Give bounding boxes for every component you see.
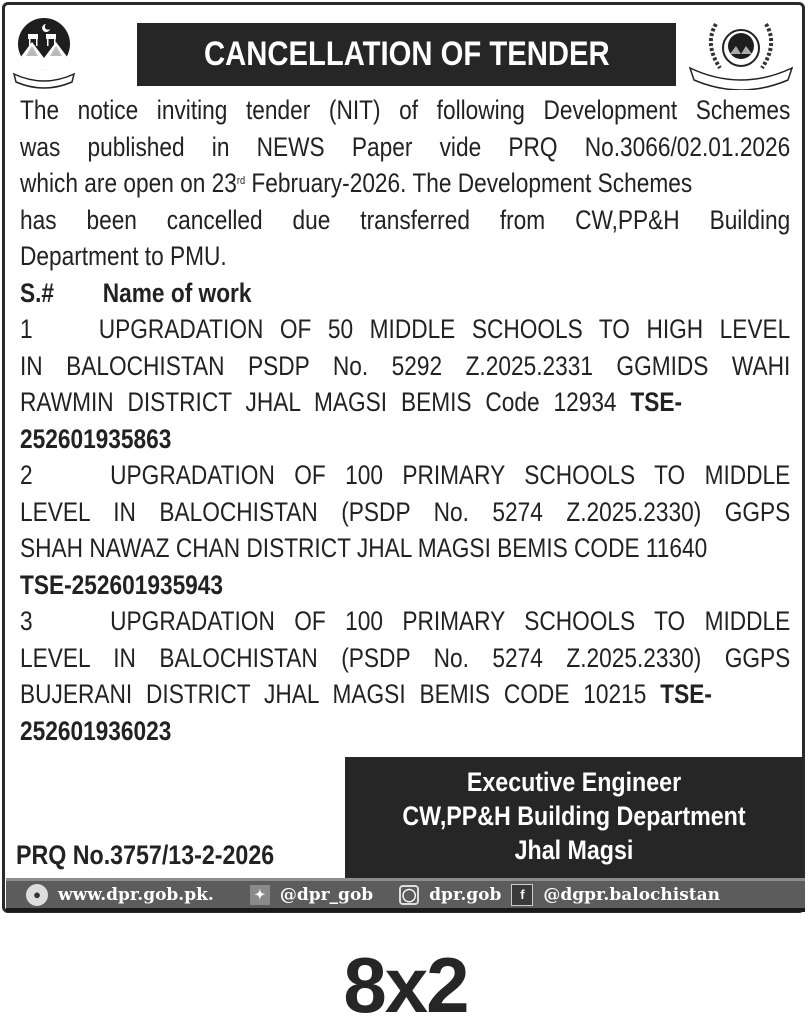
tse-number: 252601935863 (20, 423, 172, 454)
tse-number: 252601936023 (20, 715, 172, 746)
intro-line-1: The notice inviting tender (NIT) of following Development Schemes (20, 95, 791, 125)
page-title: CANCELLATION OF TENDER (203, 35, 610, 73)
globe-icon: ● (26, 884, 48, 906)
tse-number: TSE- (630, 387, 683, 417)
ad-size-label: 8x2 (343, 941, 468, 1029)
signatory-title: Executive Engineer (466, 767, 682, 797)
intro-line-5: Department to PMU. (20, 241, 227, 271)
table-header (20, 275, 667, 312)
facebook-handle[interactable]: @dgpr.balochistan (543, 884, 721, 905)
col-name-header: Name of work (102, 277, 252, 308)
signatory-department: CW,PP&H Building Department (402, 801, 746, 831)
work-item-2: 2 UPGRADATION OF 100 PRIMARY SCHOOLS TO MIDDLE LEVEL IN BALOCHISTAN (PSDP No. 5274 Z.2025.2330) GGPS SHAH NAWAZ CHAN DISTRICT JHAL MAGSI BEMIS CODE 11640 TSE-252601935943 (20, 457, 790, 603)
intro-line-4: has been cancelled due transferred from CW,PP&H Building (20, 204, 791, 235)
footer-bar (6, 878, 805, 912)
signature-block (345, 757, 803, 878)
intro-line-3: which are open on 23rd February-2026. The Development Schemes (20, 168, 693, 198)
work-item-3: 3 UPGRADATION OF 100 PRIMARY SCHOOLS TO MIDDLE LEVEL IN BALOCHISTAN (PSDP No. 5274 Z.2025.2330) GGPS BUJERANI DISTRICT JHAL MAGSI BEMIS CODE 10215 TSE- 252601936023 (20, 603, 790, 749)
signatory-location: Jhal Magsi (514, 835, 634, 865)
tse-number: TSE- (660, 679, 712, 709)
col-sno-header: S.# (20, 277, 55, 308)
notice-body (20, 92, 790, 749)
dgpr-emblem-icon (686, 14, 796, 90)
prq-number: PRQ No.3757/13-2-2026 (16, 840, 275, 870)
tse-number: TSE-252601935943 (20, 569, 224, 600)
instagram-handle[interactable]: dpr.gob (429, 884, 502, 905)
header (0, 0, 811, 92)
title-bar (137, 23, 676, 86)
instagram-icon: ◯ (399, 885, 419, 905)
website-link[interactable]: www.dpr.gob.pk. (58, 884, 214, 905)
twitter-handle[interactable]: @dpr_gob (279, 884, 374, 905)
balochistan-emblem-icon (12, 14, 76, 90)
twitter-icon: ✦ (250, 885, 270, 905)
intro-line-2: was published in NEWS Paper vide PRQ No.3066/02.01.2026 (20, 131, 791, 162)
work-item-1: 1 UPGRADATION OF 50 MIDDLE SCHOOLS TO HIGH LEVEL IN BALOCHISTAN PSDP No. 5292 Z.2025.2331 GGMIDS WAHI RAWMIN DISTRICT JHAL MAGSI BEMIS Code 12934 TSE- 252601935863 (20, 311, 790, 457)
facebook-icon: f (511, 884, 533, 906)
